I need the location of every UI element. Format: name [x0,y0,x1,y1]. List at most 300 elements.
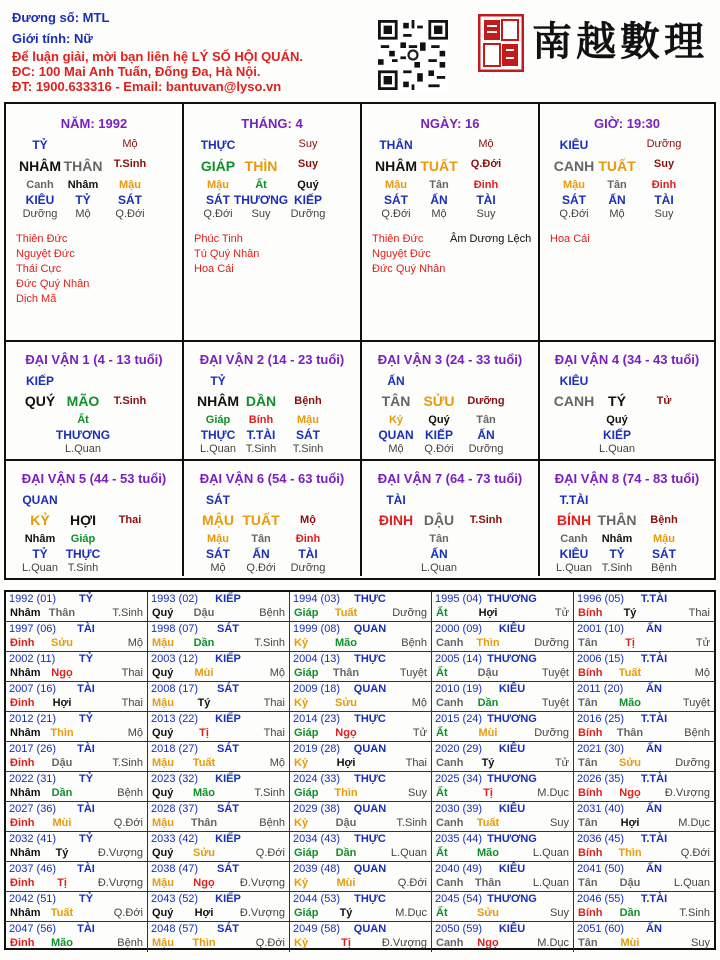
hidden-life-stage: Bệnh [651,562,677,574]
year-cell[interactable] [6,832,148,862]
hidden-stem: Kỷ [388,414,404,426]
hidden-life-stage: Mộ [388,443,404,455]
year-ten-god: SÁT [217,623,239,635]
dai-van-title: ĐẠI VẬN 3 (24 - 33 tuổi) [377,352,523,367]
year-life-stage: M.Dục [395,907,427,919]
year-label: 2008 (17) [151,683,199,695]
year-branch: Dậu [51,757,73,769]
year-label: 2047 (56) [9,923,57,935]
year-cell[interactable] [432,832,574,862]
year-cell[interactable] [6,802,148,832]
year-stem: Tân [578,637,598,649]
year-label: 2049 (58) [293,923,341,935]
dai-van-stem: BÍNH [556,512,592,528]
year-life-stage: Tuyệt [541,697,569,709]
year-life-stage: L.Quan [673,877,710,889]
year-cell[interactable] [290,802,432,832]
pillar-title: NĂM: 1992 [60,116,128,131]
year-stem: Nhâm [10,667,41,679]
year-ten-god: KIÊU [498,923,526,935]
hidden-stem: Tân [607,179,627,191]
year-stem: Quý [152,787,174,799]
year-label: 2033 (42) [151,833,199,845]
year-cell[interactable] [574,742,714,772]
year-ten-god: KIÊU [498,743,526,755]
year-cell[interactable] [574,802,714,832]
year-label: 2017 (26) [9,743,57,755]
year-cell[interactable] [432,862,574,892]
year-branch: Tý [481,757,495,769]
year-cell[interactable] [148,622,290,652]
year-branch: Thân [332,667,360,679]
year-cell[interactable] [148,772,290,802]
dai-van-cell [184,461,362,576]
year-cell[interactable] [148,742,290,772]
year-stem: Kỷ [294,817,309,829]
hidden-life-stage: Q.Đới [381,208,411,220]
hidden-ten-god: TÀI [654,193,674,207]
year-label: 2012 (21) [9,713,57,725]
earthly-branch: TUẤT [420,158,458,174]
year-ten-god: THỰC [354,833,386,845]
hidden-stem: Giáp [205,414,231,426]
year-cell[interactable] [574,652,714,682]
year-ten-god: T.TÀI [640,713,668,725]
year-label: 1993 (02) [151,593,199,605]
year-branch: Sửu [192,847,216,859]
hidden-life-stage: Mộ [210,562,226,574]
dai-van-cell [540,342,714,461]
year-cell[interactable] [6,652,148,682]
year-cell[interactable] [148,862,290,892]
year-stem: Bính [578,607,603,619]
year-stem: Đinh [10,877,35,889]
year-ten-god: THỰC [354,773,386,785]
year-life-stage: Q.Đới [113,907,143,919]
year-branch: Thân [48,607,76,619]
year-life-stage: Q.Đới [113,817,143,829]
hidden-stem: Mậu [207,179,229,191]
year-stem: Canh [436,937,464,949]
year-cell[interactable] [148,922,290,952]
year-branch: Tuất [476,817,500,829]
pillar-title: GIỜ: 19:30 [593,116,660,131]
year-cell[interactable] [148,802,290,832]
year-stem: Kỷ [294,697,309,709]
year-ten-god: KIẾP [215,833,241,845]
year-branch: Thân [616,727,644,739]
gioi-tinh-label: Giới tính: [12,31,71,46]
special-star: Thái Cực [16,263,62,275]
year-life-stage: Thai [121,667,143,679]
year-stem: Ất [436,727,448,739]
hidden-stem: Tân [251,533,271,545]
year-branch: Tý [623,607,637,619]
year-life-stage: Tử [554,607,569,619]
year-cell[interactable] [432,742,574,772]
year-life-stage: Thai [121,697,143,709]
year-ten-god: SÁT [217,683,239,695]
pillar-grid [4,102,716,580]
year-cell[interactable] [6,862,148,892]
year-label: 1997 (06) [9,623,57,635]
year-cell[interactable] [6,742,148,772]
special-star: Phúc Tinh [194,233,243,245]
year-life-stage: Bệnh [117,937,143,949]
year-cell[interactable] [574,682,714,712]
year-cell[interactable] [574,892,714,922]
year-branch: Ngọ [477,937,499,949]
year-branch: Tị [57,877,67,889]
year-label: 2034 (43) [293,833,341,845]
year-cell[interactable] [432,682,574,712]
logo-text: 南越數理 [532,18,708,65]
year-ten-god: T.TÀI [640,593,668,605]
year-cell[interactable] [290,922,432,952]
year-stem: Bính [578,847,603,859]
year-cell[interactable] [148,652,290,682]
hidden-stem: Canh [26,179,54,191]
year-life-stage: Đ.Vượng [97,877,143,889]
contact-line: Để luận giải, mời bạn liên hệ LÝ SỐ HỘI QUÁN. [12,49,303,64]
hidden-stem: Mậu [385,179,407,191]
year-label: 2032 (41) [9,833,57,845]
hidden-ten-god: TÀI [476,193,496,207]
year-stem: Bính [578,667,603,679]
year-cell[interactable] [6,712,148,742]
year-ten-god: TÀI [77,803,95,815]
special-star: Tú Quý Nhân [194,248,260,260]
year-life-stage: Thai [688,607,710,619]
hidden-ten-god: ẤN [477,428,495,442]
year-cell[interactable] [432,772,574,802]
hidden-life-stage: Dưỡng [290,562,326,574]
year-label: 2009 (18) [293,683,341,695]
year-cell[interactable] [432,622,574,652]
year-cell[interactable] [148,592,290,622]
dai-van-cell [362,461,540,576]
year-cell[interactable] [148,892,290,922]
year-ten-god: THƯƠNG [487,833,537,845]
dai-van-branch: SỬU [423,393,455,409]
hidden-stem: Mậu [297,414,319,426]
year-stem: Đinh [10,937,35,949]
hidden-ten-god: SÁT [118,193,142,207]
qr-code-icon[interactable] [378,20,448,90]
hidden-life-stage: Q.Đới [203,208,233,220]
year-life-stage: L.Quan [532,847,569,859]
year-stem: Giáp [294,727,319,739]
dai-van-stem: QUÝ [24,393,56,409]
year-ten-god: SÁT [217,743,239,755]
year-stem: Tân [578,877,598,889]
year-cell[interactable] [290,832,432,862]
dai-van-ten-god: KIÊU [559,374,589,388]
year-life-stage: Thai [263,727,285,739]
dai-van-branch: TÝ [608,393,626,409]
year-label: 2004 (13) [293,653,341,665]
year-ten-god: KIÊU [498,803,526,815]
year-branch: Hợi [52,697,72,709]
year-cell[interactable] [148,832,290,862]
year-cell[interactable] [574,622,714,652]
dai-van-ten-god: TỶ [210,374,226,388]
year-cell[interactable] [290,592,432,622]
year-life-stage: Tử [554,757,569,769]
year-ten-god: T.TÀI [640,653,668,665]
year-label: 2013 (22) [151,713,199,725]
year-label: 2001 (10) [577,623,625,635]
pillar-cell [6,104,184,342]
special-stars-list [16,232,89,307]
year-cell[interactable] [290,742,432,772]
year-label: 1992 (01) [9,593,57,605]
dai-van-cell [6,461,184,576]
gioi-tinh-line [12,31,93,46]
hidden-ten-god: QUAN [378,428,414,442]
dai-van-ten-god: KIẾP [25,374,55,388]
year-life-stage: L.Quan [390,847,427,859]
year-cell[interactable] [574,592,714,622]
year-life-stage: Tử [695,637,710,649]
hidden-ten-god: TỶ [609,547,625,561]
year-stem: Quý [152,847,174,859]
year-label: 2018 (27) [151,743,199,755]
hidden-life-stage: L.Quan [199,443,237,455]
year-cell[interactable] [574,862,714,892]
dai-van-ten-god: QUAN [22,493,58,507]
hidden-stem: Nhâm [67,179,99,191]
year-cell[interactable] [290,712,432,742]
year-cell[interactable] [290,622,432,652]
special-star: Thiên Đức [372,233,424,245]
year-ten-god: KIẾP [215,893,241,905]
year-stem: Mậu [152,877,174,889]
year-stem: Canh [436,817,464,829]
hidden-life-stage: Suy [654,208,674,220]
hidden-stem: Quý [297,179,319,191]
year-cell[interactable] [574,712,714,742]
year-branch: Mão [619,697,641,709]
year-life-stage: Bệnh [259,817,285,829]
year-stem: Canh [436,877,464,889]
dai-van-life-stage: Thai [118,514,142,526]
year-cell[interactable] [6,772,148,802]
year-ten-god: ẤN [646,803,662,815]
year-branch: Tuất [50,907,74,919]
earthly-branch: THÂN [63,158,103,174]
hidden-stem: Tân [429,179,449,191]
year-branch: Tị [483,787,493,799]
year-branch: Thìn [192,937,216,949]
year-cell[interactable] [148,682,290,712]
year-cell[interactable] [432,802,574,832]
hidden-ten-god: SÁT [652,547,676,561]
hidden-stem: Đinh [473,179,499,191]
hidden-stem: Canh [560,533,588,545]
year-life-stage: Mộ [269,667,285,679]
year-cell[interactable] [6,922,148,952]
duong-so-label: Đương số: [12,10,80,25]
year-ten-god: QUAN [353,683,387,695]
pillar-title: THÁNG: 4 [241,116,303,131]
year-ten-god: T.TÀI [640,773,668,785]
year-life-stage: T.Sinh [112,757,143,769]
special-star: Nguyệt Đức [16,248,75,260]
address-line: ĐC: 100 Mai Anh Tuấn, Đống Đa, Hà Nội. [12,64,261,79]
year-ten-god: THƯƠNG [487,773,537,785]
year-cell[interactable] [290,862,432,892]
dai-van-life-stage: Tử [656,395,672,407]
year-stem: Đinh [10,817,35,829]
year-cell[interactable] [6,622,148,652]
hidden-life-stage: Dưỡng [22,208,58,220]
year-stem: Canh [436,757,464,769]
year-ten-god: KIÊU [498,623,526,635]
year-label: 2014 (23) [293,713,341,725]
year-stem: Bính [578,787,603,799]
year-ten-god: TÀI [77,863,95,875]
year-life-stage: Bệnh [684,727,710,739]
year-branch: Ngọ [335,727,357,739]
hidden-life-stage: L.Quan [21,562,59,574]
year-branch: Thìn [618,847,642,859]
hidden-stem: Ất [255,179,267,191]
year-life-stage: Đ.Vượng [97,847,143,859]
dai-van-title: ĐẠI VẬN 5 (44 - 53 tuổi) [21,471,167,486]
hidden-ten-god: TÀI [298,547,318,561]
year-cell[interactable] [290,682,432,712]
year-ten-god: THƯƠNG [487,593,537,605]
year-branch: Tị [341,937,351,949]
year-life-stage: Thai [263,697,285,709]
hidden-life-stage: T.Sinh [245,443,277,455]
year-cell[interactable] [6,592,148,622]
dai-van-ten-god: ẤN [387,374,405,388]
year-branch: Dần [51,787,73,799]
year-life-stage: Dưỡng [675,757,710,769]
year-branch: Hợi [478,607,498,619]
dai-van-branch: MÃO [66,393,100,409]
year-stem: Tân [578,937,598,949]
year-branch: Tuất [334,607,358,619]
year-label: 2042 (51) [9,893,57,905]
hidden-ten-god: TỶ [32,547,48,561]
year-cell[interactable] [574,922,714,952]
hidden-ten-god: THƯƠNG [233,193,289,207]
year-label: 2026 (35) [577,773,625,785]
hidden-ten-god: ẤN [430,547,448,561]
year-ten-god: KIẾP [215,713,241,725]
year-label: 2022 (31) [9,773,57,785]
year-stem: Quý [152,667,174,679]
dai-van-stem: NHÂM [197,393,239,409]
year-label: 2048 (57) [151,923,199,935]
special-star: Âm Dương Lệch [450,233,532,245]
year-ten-god: TÀI [77,683,95,695]
year-cell[interactable] [148,712,290,742]
hidden-stem: Mậu [653,533,675,545]
year-cell[interactable] [432,712,574,742]
year-stem: Kỷ [294,937,309,949]
year-cell[interactable] [290,652,432,682]
year-ten-god: ẤN [646,743,662,755]
special-stars-list [194,232,259,277]
year-life-stage: Tuyệt [682,697,710,709]
year-branch: Hợi [194,907,214,919]
dai-van-life-stage: Mộ [300,514,316,526]
can-ten-god: THÂN [379,138,413,152]
year-stem: Giáp [294,907,319,919]
year-branch: Tuất [192,757,216,769]
year-stem: Mậu [152,937,174,949]
year-stem: Mậu [152,757,174,769]
year-life-stage: Dưỡng [534,637,569,649]
year-ten-god: THỰC [354,653,386,665]
year-cell[interactable] [6,682,148,712]
year-label: 2038 (47) [151,863,199,875]
dai-van-cell [6,342,184,461]
year-branch: Hợi [336,757,356,769]
year-cell[interactable] [290,892,432,922]
year-ten-god: ẤN [646,623,662,635]
chi-top-life: Dưỡng [646,138,682,150]
year-branch: Dần [619,907,641,919]
year-life-stage: Đ.Vượng [239,877,285,889]
hidden-life-stage: Q.Đới [246,562,276,574]
year-ten-god: SÁT [217,923,239,935]
year-ten-god: TỶ [78,833,94,845]
pillar-title: NGÀY: 16 [420,116,480,131]
year-life-stage: Dưỡng [392,607,427,619]
year-cell[interactable] [432,592,574,622]
year-cell[interactable] [290,772,432,802]
year-label: 2044 (53) [293,893,341,905]
year-ten-god: THƯƠNG [487,893,537,905]
dai-van-branch: HỢI [70,512,96,528]
year-stem: Giáp [294,847,319,859]
year-label: 2002 (11) [9,653,56,665]
year-cell[interactable] [432,652,574,682]
year-label: 2003 (12) [151,653,199,665]
year-stem: Nhâm [10,847,41,859]
year-stem: Ất [436,787,448,799]
year-label: 2007 (16) [9,683,57,695]
special-star: Đức Quý Nhân [372,263,446,275]
dai-van-stem: MẬU [202,512,234,528]
phone-email-line[interactable]: ĐT: 1900.633316 - Email: bantuvan@lyso.vn [12,79,282,94]
year-ten-god: THƯƠNG [487,653,537,665]
year-cell[interactable] [432,922,574,952]
year-stem: Ất [436,607,448,619]
year-branch: Thân [474,877,502,889]
hidden-life-stage: Suy [251,208,271,220]
year-cell[interactable] [432,892,574,922]
dai-van-life-stage: Dưỡng [467,395,505,407]
dai-van-title: ĐẠI VẬN 4 (34 - 43 tuổi) [554,352,700,367]
year-cell[interactable] [6,892,148,922]
pillar-cell [362,104,540,342]
year-life-stage: Mộ [411,697,427,709]
year-cell[interactable] [574,772,714,802]
year-branch: Tý [55,847,69,859]
year-branch: Mùi [336,877,356,889]
header [0,0,720,100]
year-cell[interactable] [574,832,714,862]
year-stem: Quý [152,727,174,739]
year-label: 2051 (60) [577,923,625,935]
earthly-branch: THÌN [244,158,278,174]
